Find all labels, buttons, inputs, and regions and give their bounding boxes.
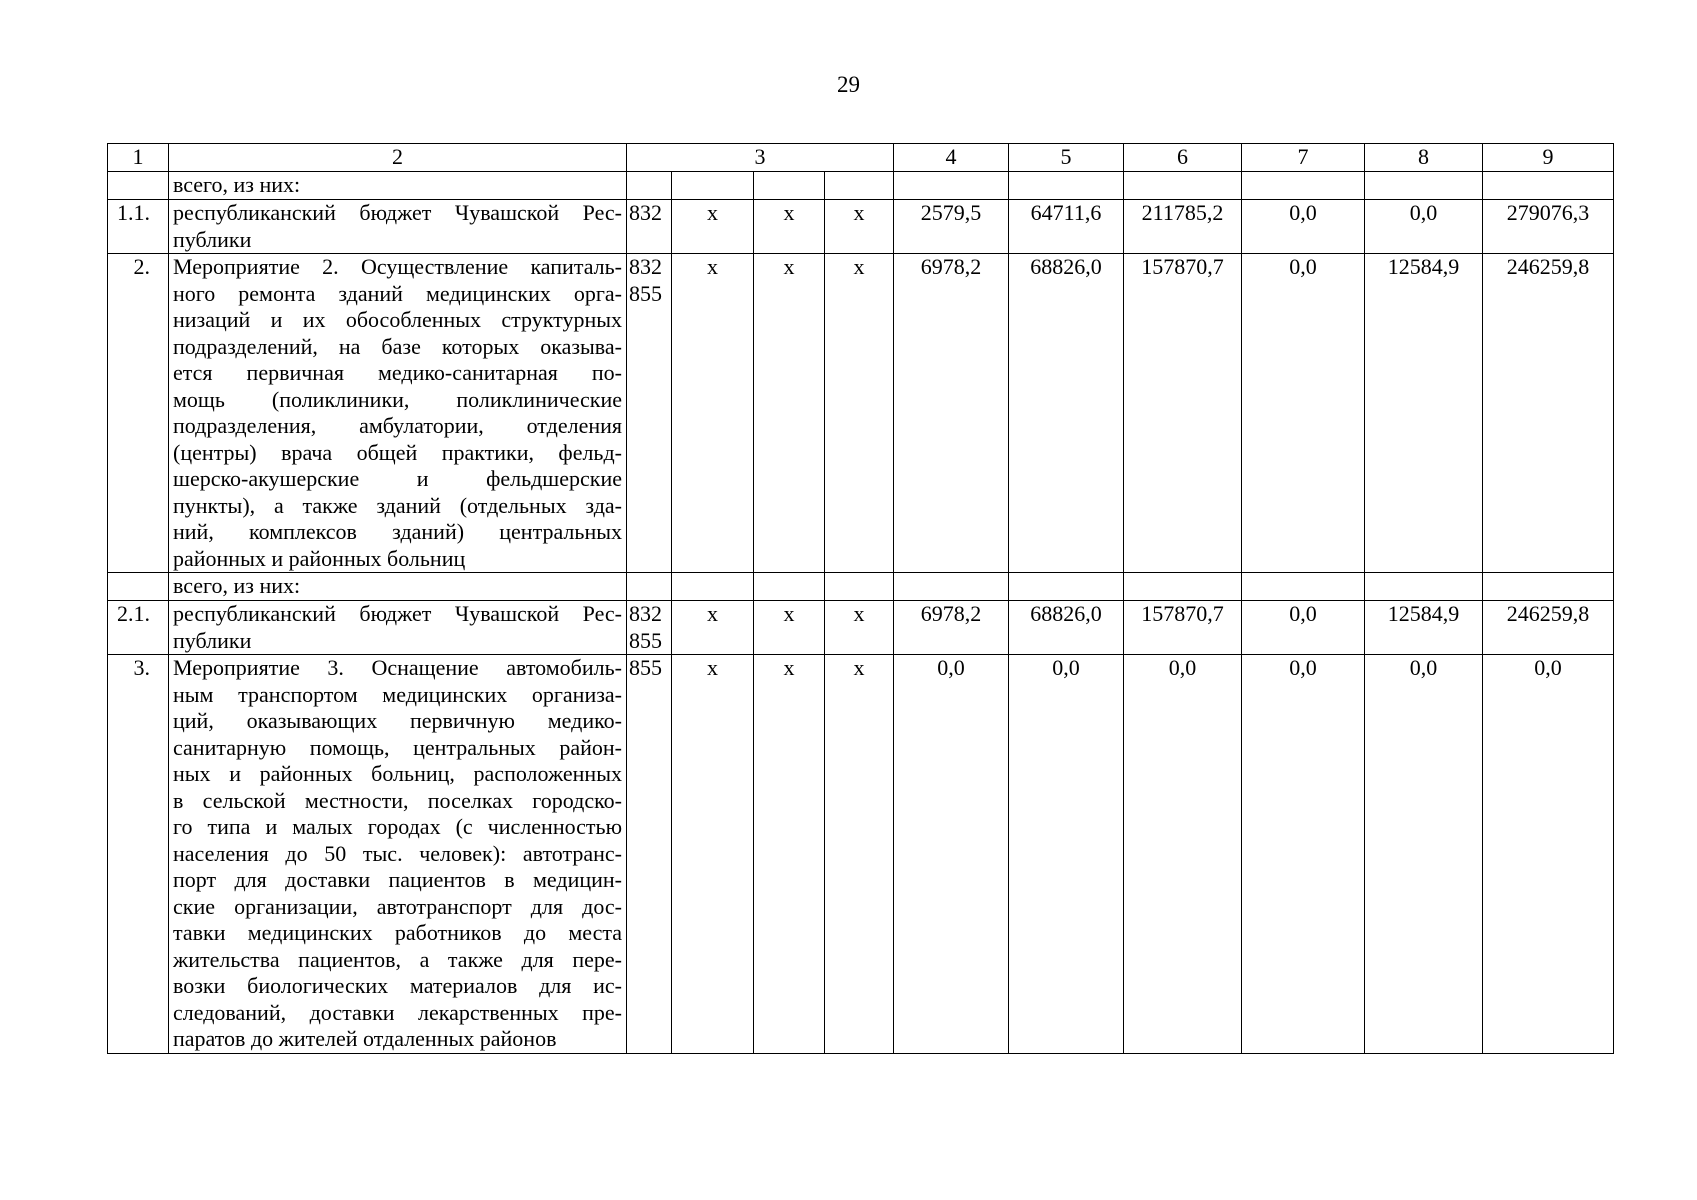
description-line: следований, доставки лекарственных пре-: [173, 999, 622, 1025]
value-cell-col-8: 0,0: [1365, 200, 1483, 254]
value-cell-col-5: 64711,6: [1009, 200, 1124, 254]
value-cell-col-5: 0,0: [1009, 655, 1124, 1054]
classification-cell: [754, 172, 825, 200]
classification-cell: х: [754, 655, 825, 1054]
header-cell-9: 9: [1483, 144, 1614, 172]
row-number: 2.: [108, 254, 169, 573]
row-description: [169, 655, 627, 1054]
header-cell-2: 2: [169, 144, 627, 172]
value-cell-col-6: 157870,7: [1124, 601, 1242, 655]
value-cell-col-8: 12584,9: [1365, 254, 1483, 573]
row-number: 3.: [108, 655, 169, 1054]
description-line: подразделений, на базе которых оказыва-: [173, 333, 622, 359]
page-number: 29: [837, 72, 860, 97]
description-line: всего, из них:: [173, 573, 301, 598]
description-line: санитарную помощь, центральных район-: [173, 734, 622, 760]
row-description: [169, 200, 627, 254]
classification-cell: х: [672, 601, 754, 655]
budget-code: 832: [629, 601, 662, 626]
subtotal-row: [108, 172, 1614, 200]
classification-cell: [672, 573, 754, 601]
classification-cell: [754, 573, 825, 601]
header-cell-7: 7: [1242, 144, 1365, 172]
row-description: [169, 254, 627, 573]
description-line: ний, комплексов зданий) центральных: [173, 519, 622, 544]
description-line: всего, из них:: [173, 172, 301, 197]
value-cell-col-5: [1009, 573, 1124, 601]
table-row: [108, 254, 1614, 573]
header-cell-4: 4: [894, 144, 1009, 172]
value-cell-col-4: [894, 573, 1009, 601]
table-header-row: [108, 144, 1614, 172]
row-number: 2.1.: [108, 601, 169, 655]
description-line: тавки медицинских работников до места: [173, 920, 622, 945]
classification-cell: х: [825, 601, 894, 655]
classification-cell: х: [825, 200, 894, 254]
description-line: порт для доставки пациентов в медицин-: [173, 867, 622, 892]
description-line: ным транспортом медицинских организа-: [173, 681, 622, 707]
value-cell-col-6: [1124, 573, 1242, 601]
classification-cell: х: [672, 655, 754, 1054]
description-line: (центры) врача общей практики, фельд-: [173, 439, 622, 465]
description-line: публики: [173, 226, 252, 252]
description-line: Мероприятие 2. Осуществление капиталь-: [173, 254, 622, 279]
value-cell-col-8: 0,0: [1365, 655, 1483, 1054]
description-line: пункты), а также зданий (отдельных зда-: [173, 492, 622, 518]
row-description: [169, 172, 627, 200]
description-line: районных и районных больниц: [173, 545, 466, 571]
budget-code-cell: [627, 254, 672, 573]
budget-code-cell: [627, 601, 672, 655]
classification-cell: х: [754, 254, 825, 573]
classification-cell: х: [754, 601, 825, 655]
classification-cell: [672, 172, 754, 200]
description-line: ных и районных больниц, расположенных: [173, 761, 622, 786]
value-cell-col-7: [1242, 172, 1365, 200]
description-line: населения до 50 тыс. человек): автотранс-: [173, 840, 622, 866]
value-cell-col-8: [1365, 573, 1483, 601]
classification-cell: х: [672, 200, 754, 254]
value-cell-col-9: 0,0: [1483, 655, 1614, 1054]
value-cell-col-7: 0,0: [1242, 254, 1365, 573]
description-line: возки биологических материалов для ис-: [173, 973, 622, 998]
classification-cell: х: [825, 655, 894, 1054]
value-cell-col-4: 2579,5: [894, 200, 1009, 254]
row-description: [169, 573, 627, 601]
header-cell-3: 3: [627, 144, 894, 172]
description-line: низаций и их обособленных структурных: [173, 307, 622, 332]
description-line: подразделения, амбулатории, отделения: [173, 413, 622, 438]
value-cell-col-7: 0,0: [1242, 200, 1365, 254]
value-cell-col-4: 6978,2: [894, 601, 1009, 655]
header-cell-6: 6: [1124, 144, 1242, 172]
value-cell-col-8: 12584,9: [1365, 601, 1483, 655]
description-line: ного ремонта зданий медицинских орга-: [173, 280, 622, 306]
description-line: ется первичная медико-санитарная по-: [173, 360, 622, 385]
value-cell-col-5: 68826,0: [1009, 254, 1124, 573]
value-cell-col-9: [1483, 172, 1614, 200]
table-row: [108, 655, 1614, 1054]
value-cell-col-9: 246259,8: [1483, 254, 1614, 573]
budget-code: 855: [629, 280, 662, 306]
row-number: [108, 172, 169, 200]
description-line: шерско-акушерские и фельдшерские: [173, 466, 622, 491]
description-line: паратов до жителей отдаленных районов: [173, 1026, 557, 1051]
value-cell-col-9: 246259,8: [1483, 601, 1614, 655]
description-line: республиканский бюджет Чувашской Рес-: [173, 601, 622, 626]
subtotal-row: [108, 573, 1614, 601]
budget-code: 855: [629, 655, 662, 680]
value-cell-col-7: 0,0: [1242, 655, 1365, 1054]
value-cell-col-7: 0,0: [1242, 601, 1365, 655]
value-cell-col-6: [1124, 172, 1242, 200]
budget-code: 832: [629, 200, 662, 225]
table-body: [108, 144, 1614, 1054]
row-number: [108, 573, 169, 601]
row-number: 1.1.: [108, 200, 169, 254]
value-cell-col-5: 68826,0: [1009, 601, 1124, 655]
budget-table: [107, 143, 1614, 1054]
description-line: в сельской местности, поселках городско-: [173, 787, 622, 813]
description-line: го типа и малых городах (с численностью: [173, 814, 622, 839]
classification-cell: [825, 172, 894, 200]
budget-code-cell: [627, 200, 672, 254]
table-row: [108, 601, 1614, 655]
value-cell-col-5: [1009, 172, 1124, 200]
description-line: жительства пациентов, а также для пере-: [173, 946, 622, 972]
budget-code: 855: [629, 627, 662, 653]
value-cell-col-9: 279076,3: [1483, 200, 1614, 254]
header-cell-8: 8: [1365, 144, 1483, 172]
header-cell-1: 1: [108, 144, 169, 172]
description-line: публики: [173, 627, 252, 653]
value-cell-col-9: [1483, 573, 1614, 601]
value-cell-col-6: 157870,7: [1124, 254, 1242, 573]
description-line: ские организации, автотранспорт для дос-: [173, 893, 622, 919]
classification-cell: х: [754, 200, 825, 254]
description-line: Мероприятие 3. Оснащение автомобиль-: [173, 655, 622, 680]
classification-cell: х: [672, 254, 754, 573]
value-cell-col-8: [1365, 172, 1483, 200]
value-cell-col-6: 0,0: [1124, 655, 1242, 1054]
value-cell-col-6: 211785,2: [1124, 200, 1242, 254]
description-line: ций, оказывающих первичную медико-: [173, 708, 622, 733]
classification-cell: [825, 573, 894, 601]
value-cell-col-7: [1242, 573, 1365, 601]
table-row: [108, 200, 1614, 254]
value-cell-col-4: [894, 172, 1009, 200]
description-line: мощь (поликлиники, поликлинические: [173, 386, 622, 412]
budget-code-cell: [627, 655, 672, 1054]
row-description: [169, 601, 627, 655]
description-line: республиканский бюджет Чувашской Рес-: [173, 200, 622, 225]
header-cell-5: 5: [1009, 144, 1124, 172]
classification-cell: х: [825, 254, 894, 573]
budget-code: 832: [629, 254, 662, 279]
budget-code-cell: [627, 573, 672, 601]
value-cell-col-4: 0,0: [894, 655, 1009, 1054]
budget-code-cell: [627, 172, 672, 200]
value-cell-col-4: 6978,2: [894, 254, 1009, 573]
